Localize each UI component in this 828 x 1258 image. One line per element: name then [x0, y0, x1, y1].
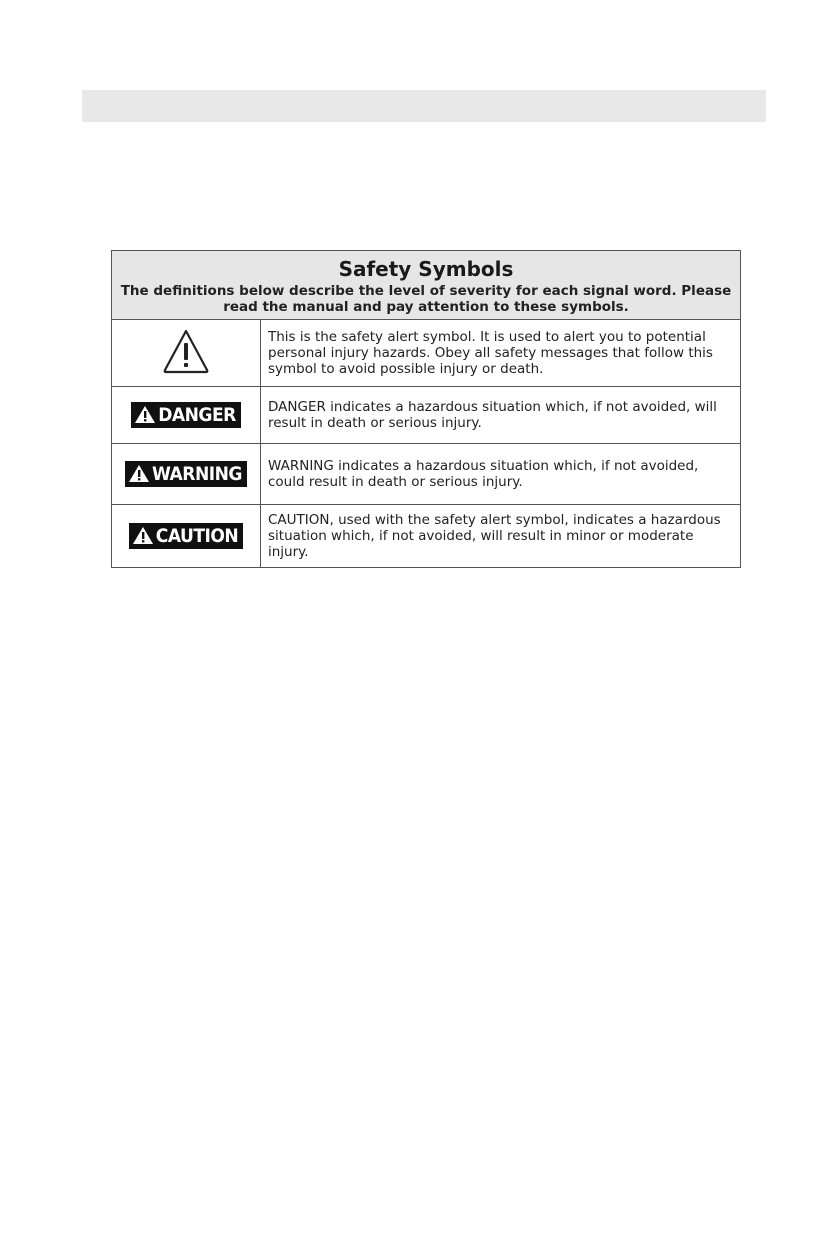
warning-label-text: WARNING: [152, 462, 242, 485]
safety-symbols-table: [111, 250, 741, 568]
table-description: The definitions below describe the level of severity for each signal word. Please read the manual and pay attention to these symbols.: [120, 283, 732, 315]
warning-triangle-icon: [128, 464, 150, 483]
warning-label: [125, 461, 247, 487]
table-row: [112, 444, 741, 505]
header-band: [82, 90, 766, 122]
caution-description: CAUTION, used with the safety alert symbol, indicates a hazardous situation which, if not avoided, will result in minor or moderate injury.: [261, 505, 741, 568]
symbol-cell: [112, 320, 261, 387]
table-title: Safety Symbols: [338, 257, 514, 281]
symbol-cell: [112, 444, 261, 505]
danger-label: [131, 402, 241, 428]
table-row: [112, 387, 741, 444]
warning-description: WARNING indicates a hazardous situation which, if not avoided, could result in death or serious injury.: [261, 444, 741, 505]
danger-description: DANGER indicates a hazardous situation which, if not avoided, will result in death or serious injury.: [261, 387, 741, 444]
symbol-cell: [112, 387, 261, 444]
symbol-cell: [112, 505, 261, 568]
table-row: [112, 320, 741, 387]
alert-triangle-icon: [162, 328, 210, 378]
danger-label-text: DANGER: [158, 403, 236, 426]
warning-triangle-icon: [132, 526, 154, 545]
table-header: [112, 251, 741, 320]
caution-label-text: CAUTION: [155, 524, 239, 547]
warning-triangle-icon: [134, 405, 156, 424]
caution-label: [129, 523, 243, 549]
table-row: [112, 505, 741, 568]
alert-symbol-description: This is the safety alert symbol. It is used to alert you to potential personal injury hazards. Obey all safety messages that follow this symbol to avoid possible injury or death.: [261, 320, 741, 387]
